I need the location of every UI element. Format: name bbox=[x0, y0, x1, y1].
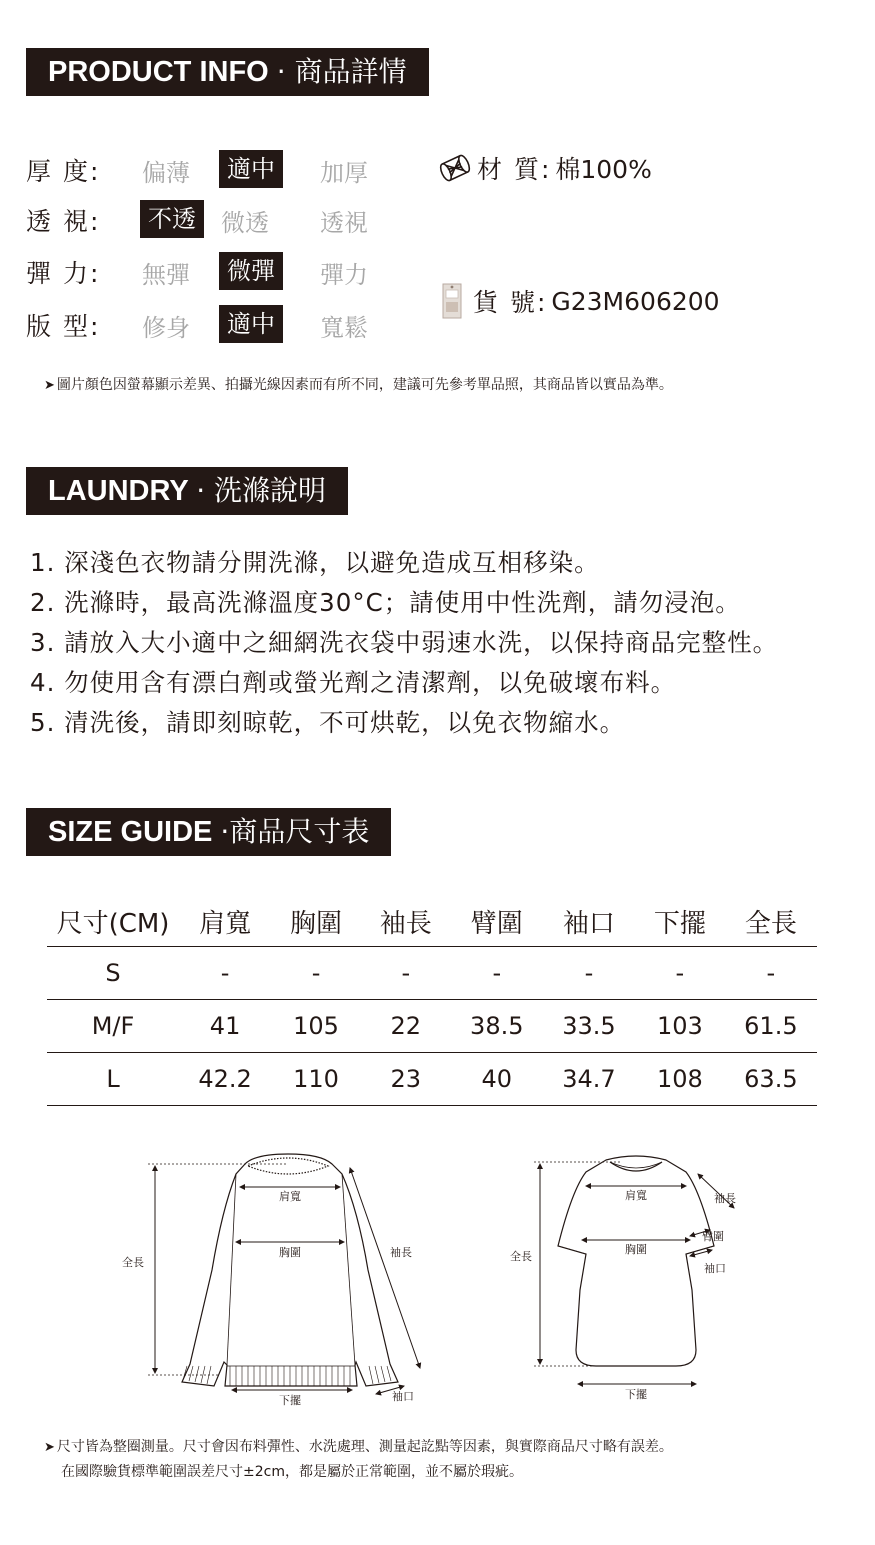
size-table bbox=[47, 896, 817, 1106]
attribute-option: 寬鬆 bbox=[320, 314, 368, 342]
table-cell: - bbox=[271, 947, 361, 1000]
header-sleeve: 袖長 bbox=[361, 896, 451, 947]
label-shoulder: 肩寬 bbox=[279, 1190, 301, 1203]
banner-title-en: SIZE GUIDE bbox=[48, 816, 213, 848]
table-cell: - bbox=[543, 947, 635, 1000]
material-value: 棉100% bbox=[555, 155, 652, 184]
long-sleeve-diagram bbox=[110, 1150, 440, 1415]
sku-row bbox=[437, 282, 720, 320]
short-sleeve-diagram bbox=[500, 1150, 760, 1410]
banner-title-en: LAUNDRY bbox=[48, 475, 189, 507]
attribute-label: 彈 力: bbox=[26, 259, 101, 288]
header-chest: 胸圍 bbox=[271, 896, 361, 947]
attribute-option: 修身 bbox=[142, 314, 190, 342]
table-row bbox=[47, 1000, 817, 1053]
label-shoulder: 肩寬 bbox=[625, 1189, 647, 1202]
table-cell: 40 bbox=[451, 1053, 543, 1106]
table-cell: 63.5 bbox=[725, 1053, 817, 1106]
attribute-option: 微透 bbox=[221, 209, 269, 237]
laundry-item: 4. 勿使用含有漂白劑或螢光劑之清潔劑，以免破壞布料。 bbox=[30, 668, 677, 697]
table-cell: 61.5 bbox=[725, 1000, 817, 1053]
header-cuff: 袖口 bbox=[543, 896, 635, 947]
table-cell: 108 bbox=[635, 1053, 725, 1106]
arrow-right-icon: ➤ bbox=[44, 378, 55, 393]
laundry-item: 1. 深淺色衣物請分開洗滌，以避免造成互相移染。 bbox=[30, 548, 600, 577]
attribute-option: 彈力 bbox=[320, 261, 368, 289]
color-disclaimer-text: 圖片顏色因螢幕顯示差異、拍攝光線因素而有所不同，建議可先參考單品照，其商品皆以實品為準。 bbox=[56, 377, 673, 393]
banner-title-zh: · 洗滌說明 bbox=[196, 474, 327, 507]
attribute-label: 版 型: bbox=[26, 312, 101, 341]
attribute-option: 加厚 bbox=[320, 159, 368, 187]
label-sleeve: 袖長 bbox=[390, 1246, 412, 1259]
laundry-item: 5. 清洗後，請即刻晾乾，不可烘乾，以免衣物縮水。 bbox=[30, 708, 626, 737]
banner-title-zh: ·商品尺寸表 bbox=[220, 815, 370, 848]
size-cell: S bbox=[47, 947, 179, 1000]
size-note-text: 在國際驗貨標準範圍誤差尺寸±2cm，都是屬於正常範圍，並不屬於瑕疵。 bbox=[61, 1464, 523, 1480]
attribute-option: 透視 bbox=[320, 209, 368, 237]
product-info-banner bbox=[26, 48, 429, 96]
laundry-item: 2. 洗滌時，最高洗滌溫度30°C；請使用中性洗劑，請勿浸泡。 bbox=[30, 588, 741, 617]
label-cuff: 袖口 bbox=[392, 1390, 414, 1403]
attribute-option-selected: 微彈 bbox=[219, 252, 283, 290]
material-row bbox=[437, 150, 652, 186]
table-cell: 103 bbox=[635, 1000, 725, 1053]
table-cell: 23 bbox=[361, 1053, 451, 1106]
header-hem: 下擺 bbox=[635, 896, 725, 947]
header-arm: 臂圍 bbox=[451, 896, 543, 947]
label-arm: 臂圍 bbox=[702, 1230, 724, 1243]
table-cell: 22 bbox=[361, 1000, 451, 1053]
attribute-option: 無彈 bbox=[142, 261, 190, 289]
table-row bbox=[47, 947, 817, 1000]
table-cell: 38.5 bbox=[451, 1000, 543, 1053]
arrow-right-icon: ➤ bbox=[44, 1440, 55, 1455]
material-label: 材 質: bbox=[477, 155, 552, 184]
label-length: 全長 bbox=[510, 1250, 532, 1263]
table-cell: - bbox=[179, 947, 271, 1000]
label-cuff: 袖口 bbox=[704, 1262, 726, 1275]
size-cell: M/F bbox=[47, 1000, 179, 1053]
attribute-option-selected: 適中 bbox=[219, 305, 283, 343]
laundry-item: 3. 請放入大小適中之細網洗衣袋中弱速水洗，以保持商品完整性。 bbox=[30, 628, 779, 657]
table-cell: 41 bbox=[179, 1000, 271, 1053]
attribute-option-selected: 適中 bbox=[219, 150, 283, 188]
table-cell: - bbox=[451, 947, 543, 1000]
sku-value: G23M606200 bbox=[551, 286, 720, 316]
table-cell: 33.5 bbox=[543, 1000, 635, 1053]
laundry-list bbox=[30, 543, 778, 743]
table-cell: 105 bbox=[271, 1000, 361, 1053]
size-cell: L bbox=[47, 1053, 179, 1106]
size-note-1 bbox=[44, 1436, 673, 1456]
tag-icon bbox=[437, 282, 465, 320]
attribute-option-selected: 不透 bbox=[140, 200, 204, 238]
label-chest: 胸圍 bbox=[279, 1246, 301, 1259]
thread-spool-icon bbox=[437, 152, 473, 184]
size-note-2 bbox=[61, 1461, 523, 1481]
table-cell: - bbox=[361, 947, 451, 1000]
size-table-header bbox=[47, 896, 817, 947]
table-cell: - bbox=[635, 947, 725, 1000]
label-length: 全長 bbox=[122, 1256, 144, 1269]
banner-title-en: PRODUCT INFO bbox=[48, 56, 269, 88]
color-disclaimer bbox=[44, 374, 673, 394]
laundry-banner bbox=[26, 467, 348, 515]
attribute-label: 厚 度: bbox=[26, 157, 101, 186]
table-cell: 42.2 bbox=[179, 1053, 271, 1106]
table-cell: 34.7 bbox=[543, 1053, 635, 1106]
header-shoulder: 肩寬 bbox=[179, 896, 271, 947]
sku-label: 貨 號: bbox=[473, 288, 548, 317]
table-cell: - bbox=[725, 947, 817, 1000]
attribute-label: 透 視: bbox=[26, 207, 101, 236]
size-guide-banner bbox=[26, 808, 391, 856]
label-hem: 下擺 bbox=[279, 1394, 301, 1407]
banner-title-zh: · 商品詳情 bbox=[276, 55, 407, 88]
label-hem: 下擺 bbox=[625, 1388, 647, 1401]
label-sleeve: 袖長 bbox=[714, 1192, 736, 1205]
attribute-option: 偏薄 bbox=[142, 159, 190, 187]
header-size: 尺寸(CM) bbox=[47, 896, 179, 947]
table-row bbox=[47, 1053, 817, 1106]
header-length: 全長 bbox=[725, 896, 817, 947]
table-cell: 110 bbox=[271, 1053, 361, 1106]
label-chest: 胸圍 bbox=[625, 1243, 647, 1256]
size-note-text: 尺寸皆為整圈測量。尺寸會因布料彈性、水洗處理、測量起訖點等因素，與實際商品尺寸略有誤差。 bbox=[56, 1439, 673, 1455]
